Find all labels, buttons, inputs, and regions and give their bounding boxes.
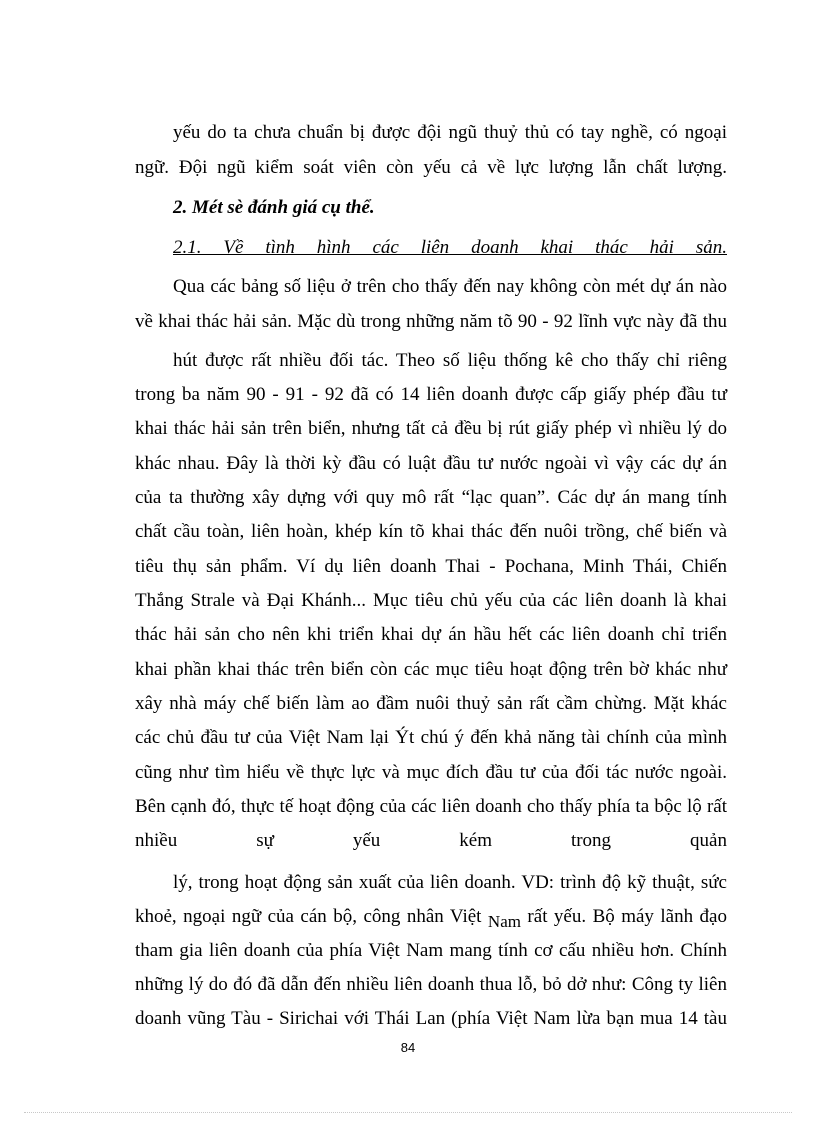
spread-word: sự — [256, 830, 274, 851]
spread-word: nhiều — [135, 830, 178, 851]
paragraph-line: khác nhau. Đây là thời kỳ đầu có luật đầu tư nước ngoài vì vậy các dự án — [135, 453, 727, 474]
paragraph-line: khai phần khai thác trên biển còn các mục tiêu hoạt động trên bờ khác như — [135, 659, 727, 680]
paragraph-line: chất cầu toàn, liên hoàn, khép kín tõ khai thác đến nuôi trồng, chế biến và — [135, 521, 727, 542]
paragraph-line: cũng như tìm hiểu về thực lực và mục đích đầu tư của đối tác nước ngoài. — [135, 762, 727, 783]
line-text: rất yếu. Bộ máy lãnh đạo — [520, 906, 727, 927]
paragraph-line: yếu do ta chưa chuẩn bị được đội ngũ thuỷ thủ có tay nghề, có ngoại — [173, 122, 727, 143]
spread-word: quản — [690, 830, 727, 851]
paragraph-line: thác hải sản cho nên khi triển khai dự án hầu hết các liên doanh chỉ triển — [135, 624, 727, 645]
paragraph-line: về khai thác hải sản. Mặc dù trong những năm tõ 90 - 92 lĩnh vực này đã thu — [135, 311, 727, 332]
paragraph-line: Bên cạnh đó, thực tế hoạt động của các liên doanh cho thấy phía ta bộc lộ rất — [135, 796, 727, 817]
paragraph-line: doanh vũng Tàu - Sirichai với Thái Lan (phía Việt Nam lừa bạn mua 14 tàu — [135, 1008, 727, 1029]
subsection-heading: 2.1. Về tình hình các liên doanh khai thác hải sản. — [173, 237, 727, 258]
paragraph-line: của ta thường xây dựng với quy mô rất “lạc quan”. Các dự án mang tính — [135, 487, 727, 508]
paragraph-line: Qua các bảng số liệu ở trên cho thấy đến nay không còn mét dự án nào — [173, 276, 727, 297]
paragraph-line: ngữ. Đội ngũ kiểm soát viên còn yếu cả về lực lượng lẫn chất lượng. — [135, 157, 727, 178]
subscript-text: Nam — [487, 912, 521, 931]
paragraph-line: Thắng Strale và Đại Khánh... Mục tiêu chủ yếu của các liên doanh là khai — [135, 590, 727, 611]
paragraph-line: lý, trong hoạt động sản xuất của liên doanh. VD: trình độ kỹ thuật, sức — [173, 872, 727, 893]
paragraph-line: những lý do đó đã dẫn đến nhiều liên doanh thua lỗ, bỏ dở như: Công ty liên — [135, 974, 727, 995]
paragraph-line: khai thác hải sản trên biển, nhưng tất cả đều bị rút giấy phép vì nhiều lý do — [135, 418, 727, 439]
section-heading: 2. Mét sè đánh giá cụ thể. — [173, 197, 375, 218]
spread-word: trong — [570, 830, 612, 851]
spread-line — [135, 830, 727, 852]
paragraph-line: tiêu thụ sản phẩm. Ví dụ liên doanh Thai - Pochana, Minh Thái, Chiến — [135, 556, 727, 577]
spread-word: kém — [459, 830, 492, 851]
paragraph-line: các chủ đầu tư của Việt Nam lại Ýt chú ý đến khả năng tài chính của mình — [135, 727, 727, 748]
paragraph-line: trong ba năm 90 - 91 - 92 đã có 14 liên doanh được cấp giấy phép đầu tư — [135, 384, 727, 405]
paragraph-line: tham gia liên doanh của phía Việt Nam mang tính cơ cấu nhiều hơn. Chính — [135, 940, 727, 961]
paragraph-line: hút được rất nhiều đối tác. Theo số liệu thống kê cho thấy chỉ riêng — [173, 350, 727, 371]
line-text: khoẻ, ngoại ngữ của cán bộ, công nhân Việt — [135, 906, 488, 927]
footer-divider — [24, 1112, 792, 1113]
paragraph-line — [135, 906, 727, 931]
spread-word: yếu — [352, 830, 381, 851]
paragraph-line: xây nhà máy chế biến làm ao đầm nuôi thuỷ sản rất cầm chừng. Mặt khác — [135, 693, 727, 714]
page-number: 84 — [400, 1040, 416, 1055]
